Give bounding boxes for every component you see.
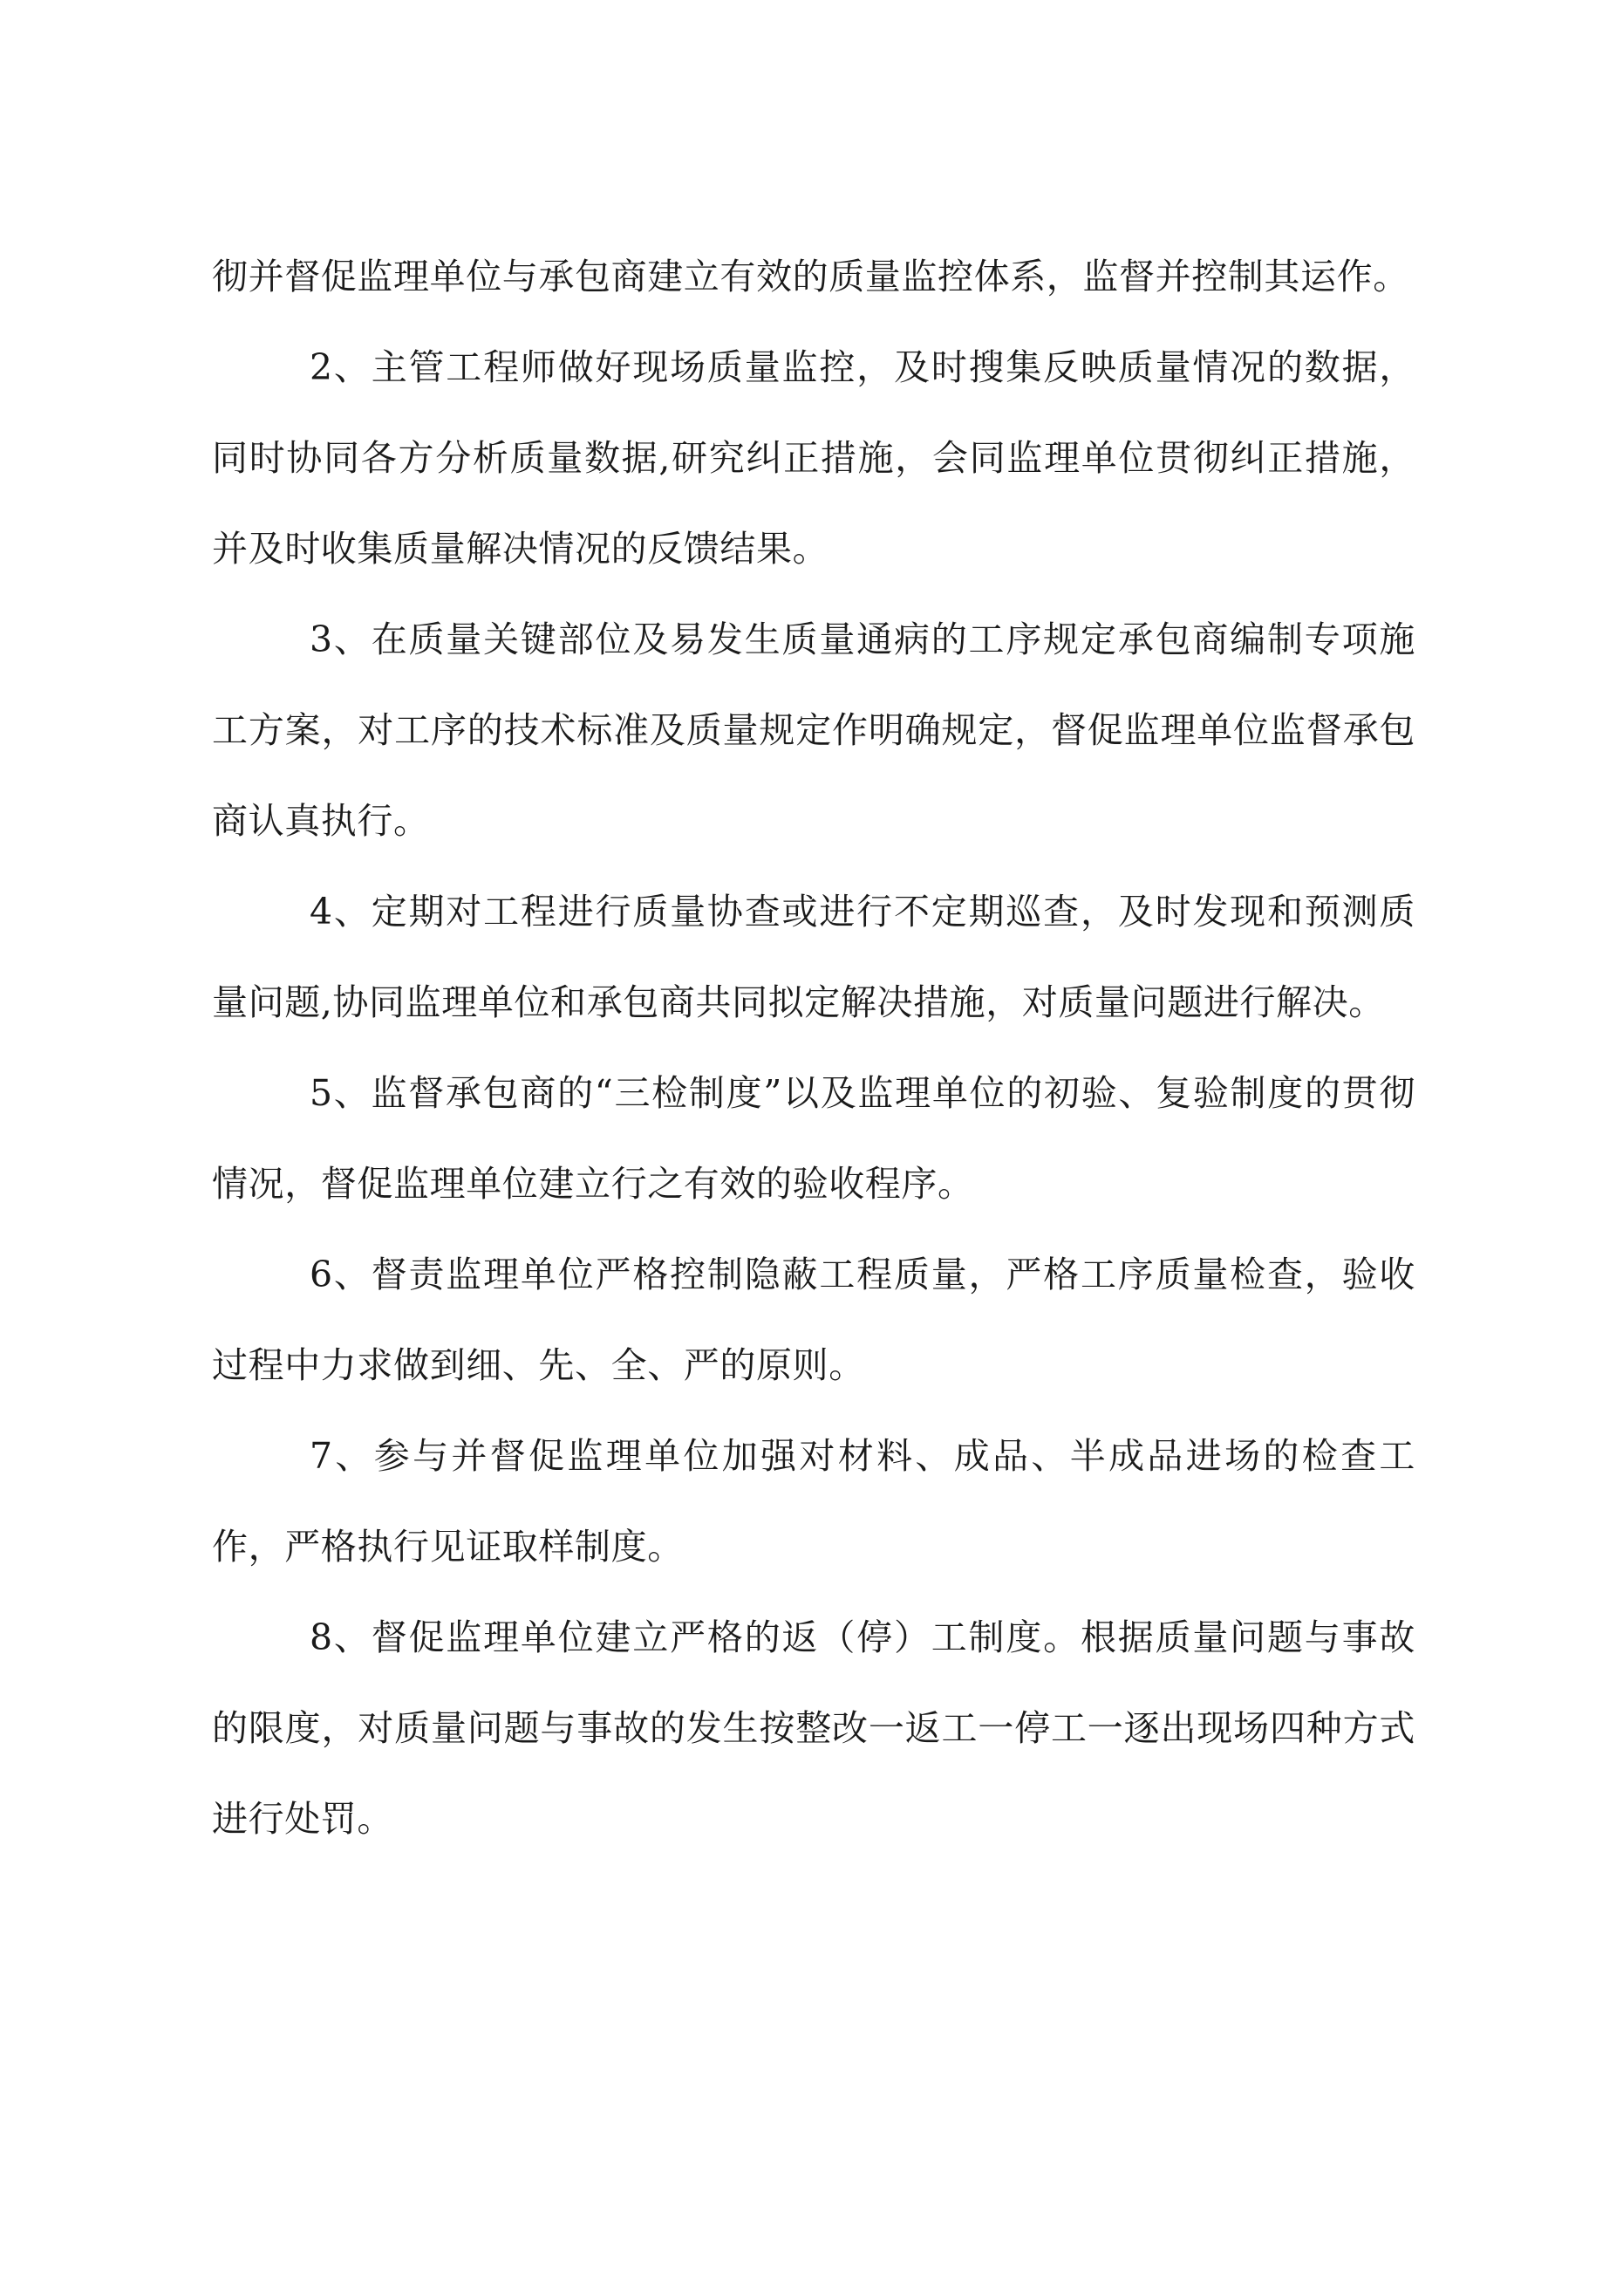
paragraph-item-2: 2、主管工程师做好现场质量监控，及时搜集反映质量情况的数据，同时协同各方分析质量数据,研究纠正措施，会同监理单位贯彻纠正措施，并及时收集质量解决情况的反馈结果。 [212, 346, 1415, 570]
paragraph-continuation: 彻并督促监理单位与承包商建立有效的质量监控体系，监督并控制其运作。 [212, 256, 1409, 297]
document-body [212, 231, 1415, 1864]
paragraph-item-5: 5、监督承包商的“三检制度”以及监理单位的初验、复验制度的贯彻情况，督促监理单位建立行之有效的验收程序。 [212, 1072, 1415, 1205]
paragraph-item-6: 6、督责监理单位严格控制隐蔽工程质量，严格工序质量检查，验收过程中力求做到细、先、全、严的原则。 [212, 1254, 1415, 1386]
paragraph-item-3: 3、在质量关键部位及易发生质量通病的工序规定承包商编制专项施工方案，对工序的技术标准及质量规定作明确规定，督促监理单位监督承包商认真执行。 [212, 618, 1415, 842]
paragraph-item-7: 7、参与并督促监理单位加强对材料、成品、半成品进场的检查工作，严格执行见证取样制度。 [212, 1435, 1415, 1568]
paragraph-item-4: 4、定期对工程进行质量协查或进行不定期巡查，及时发现和预测质量问题,协同监理单位和承包商共同拟定解决措施，对质量问题进行解决。 [212, 891, 1415, 1023]
paragraph-item-8: 8、督促监理单位建立严格的返（停）工制度。根据质量问题与事故的限度，对质量问题与事故的发生按整改一返工一停工一逐出现场四种方式进行处罚。 [212, 1616, 1415, 1840]
